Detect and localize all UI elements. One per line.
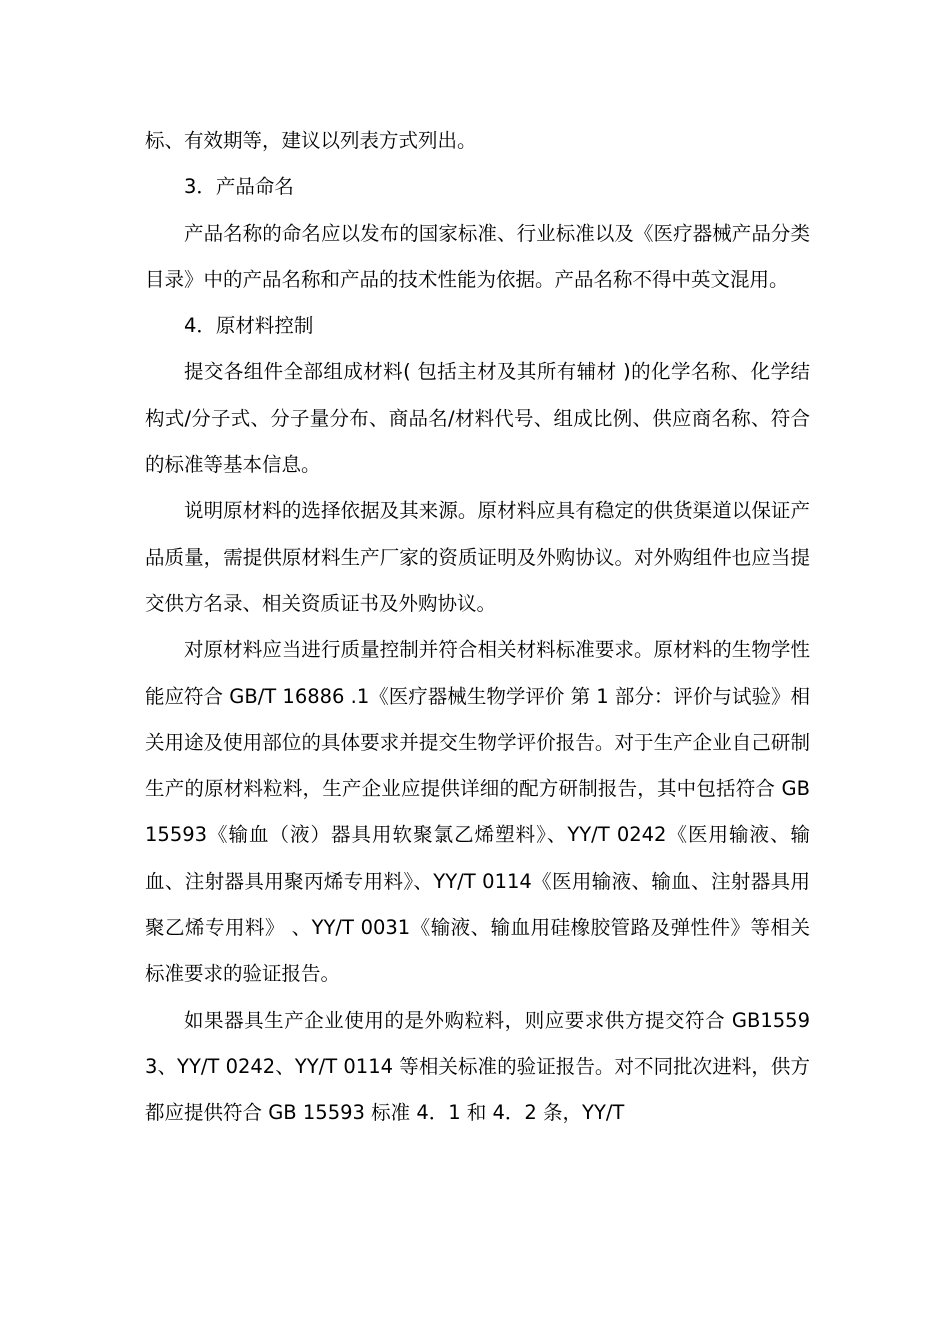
- paragraph-product-naming: 产品名称的命名应以发布的国家标准、行业标准以及《医疗器械产品分类目录》中的产品名称和产品的技术性能为依据。产品名称不得中英文混用。: [145, 221, 810, 291]
- document-page: [145, 118, 810, 1137]
- paragraph-material-source: 说明原材料的选择依据及其来源。原材料应具有稳定的供货渠道以保证产品质量，需提供原材料生产厂家的资质证明及外购协议。对外购组件也应当提交供方名录、相关资质证书及外购协议。: [145, 499, 810, 615]
- section-heading-product-naming: 3．产品命名: [184, 175, 294, 199]
- paragraph-continuation: 标、有效期等，建议以列表方式列出。: [145, 129, 477, 152]
- paragraph-purchased-pellets: 如果器具生产企业使用的是外购粒料，则应要求供方提交符合 GB15593、YY/T 0242、YY/T 0114 等相关标准的验证报告。对不同批次进料，供方都应提供符合 GB 15593 标准 4．1 和 4．2 条，YY/T: [145, 1008, 810, 1125]
- paragraph-material-info: 提交各组件全部组成材料( 包括主材及其所有辅材 )的化学名称、化学结构式/分子式、分子量分布、商品名/材料代号、组成比例、供应商名称、符合的标准等基本信息。: [145, 360, 810, 477]
- paragraph-quality-control: 对原材料应当进行质量控制并符合相关材料标准要求。原材料的生物学性能应符合 GB/T 16886 .1《医疗器械生物学评价 第 1 部分：评价与试验》相关用途及使用部位的具体要求并提交生物学评价报告。对于生产企业自己研制生产的原材料粒料，生产企业应提供详细的配方研制报告，其中包括符合 GB 15593《输血（液）器具用软聚氯乙烯塑料》、YY/T 0242《医用输液、输血、注射器具用聚丙烯专用料》、YY/T 0114《医用输液、输血、注射器具用聚乙烯专用料》 、YY/T 0031《输液、输血用硅橡胶管路及弹性件》等相关标准要求的验证报告。: [145, 638, 810, 986]
- section-heading-raw-material-control: 4．原材料控制: [184, 314, 314, 338]
